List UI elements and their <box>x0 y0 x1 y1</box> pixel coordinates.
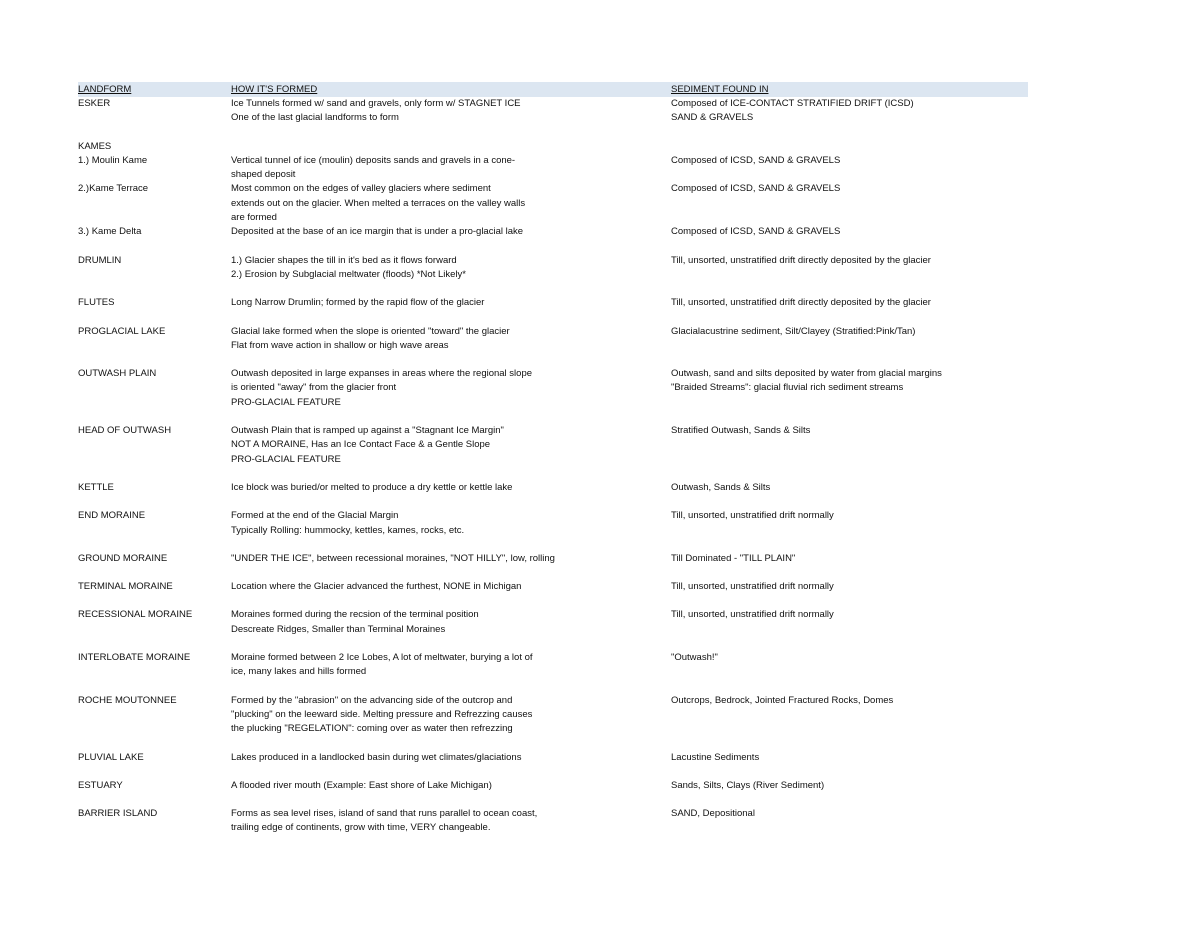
row-spacer <box>78 566 1028 580</box>
how-formed-cell: Moraine formed between 2 Ice Lobes, A lot of meltwater, burying a lot of ice, many lakes and hills formed <box>231 652 533 678</box>
landform-table <box>78 82 1028 836</box>
landform-cell: ESTUARY <box>78 779 123 791</box>
row-spacer <box>78 793 1028 807</box>
landform-cell: END MORAINE <box>78 510 146 522</box>
table-row <box>78 254 1028 283</box>
how-formed-cell: Location where the Glacier advanced the furthest, NONE in Michigan <box>231 581 522 593</box>
sediment-cell: Composed of ICSD, SAND & GRAVELS <box>671 154 841 166</box>
landform-cell: INTERLOBATE MORAINE <box>78 652 191 664</box>
table-row <box>78 424 1028 467</box>
table-row <box>78 97 1028 126</box>
sediment-cell: Till, unsorted, unstratified drift normally <box>671 510 834 522</box>
table-row <box>78 140 1028 154</box>
landform-cell: ESKER <box>78 98 111 109</box>
landform-cell: GROUND MORAINE <box>78 552 168 564</box>
table-row <box>78 481 1028 495</box>
row-spacer <box>78 467 1028 481</box>
sediment-cell: Outwash, sand and silts deposited by water from glacial margins "Braided Streams": glacial fluvial rich sediment streams <box>671 368 942 394</box>
table-row <box>78 225 1028 239</box>
how-formed-cell: A flooded river mouth (Example: East shore of Lake Michigan) <box>231 779 492 791</box>
landform-cell: OUTWASH PLAIN <box>78 368 157 380</box>
landform-cell: TERMINAL MORAINE <box>78 581 173 593</box>
sediment-cell: Composed of ICSD, SAND & GRAVELS <box>671 226 841 238</box>
sediment-cell: Composed of ICSD, SAND & GRAVELS <box>671 183 841 195</box>
sediment-cell: Composed of ICE-CONTACT STRATIFIED DRIFT (ICSD) SAND & GRAVELS <box>671 98 914 124</box>
sediment-cell: Till, unsorted, unstratified drift directly deposited by the glacier <box>671 297 931 309</box>
landform-cell: KETTLE <box>78 481 114 493</box>
landform-cell: 1.) Moulin Kame <box>78 154 148 166</box>
table-row <box>78 608 1028 637</box>
sediment-cell: Lacustine Sediments <box>671 751 760 763</box>
table-row <box>78 694 1028 737</box>
landform-cell: 3.) Kame Delta <box>78 226 142 238</box>
how-formed-cell: Moraines formed during the recsion of the terminal position Descreate Ridges, Smaller than Terminal Moraines <box>231 609 479 635</box>
row-spacer <box>78 282 1028 296</box>
row-spacer <box>78 538 1028 552</box>
landform-cell: KAMES <box>78 140 112 152</box>
how-formed-cell: Ice block was buried/or melted to produce a dry kettle or kettle lake <box>231 481 513 493</box>
table-row <box>78 182 1028 225</box>
table-row <box>78 552 1028 566</box>
table-row <box>78 154 1028 183</box>
sediment-cell: Outwash, Sands & Silts <box>671 481 771 493</box>
how-formed-cell: Deposited at the base of an ice margin that is under a pro-glacial lake <box>231 226 524 238</box>
sediment-cell: SAND, Depositional <box>671 808 755 820</box>
how-formed-cell: Vertical tunnel of ice (moulin) deposits sands and gravels in a cone- shaped deposit <box>231 154 516 181</box>
header-landform: LANDFORM <box>78 84 132 95</box>
how-formed-cell: Formed at the end of the Glacial Margin Typically Rolling: hummocky, kettles, kames, rocks, etc. <box>231 510 465 536</box>
landform-cell: HEAD OF OUTWASH <box>78 425 172 437</box>
sediment-cell: Glacialacustrine sediment, Silt/Clayey (Stratified:Pink/Tan) <box>671 325 916 337</box>
table-row <box>78 509 1028 538</box>
sediment-cell: Till, unsorted, unstratified drift normally <box>671 581 834 593</box>
landform-cell: PLUVIAL LAKE <box>78 751 144 763</box>
row-spacer <box>78 240 1028 254</box>
how-formed-cell: 1.) Glacier shapes the till in it's bed as it flows forward 2.) Erosion by Subglacial meltwater (floods) *Not Likely* <box>231 254 466 280</box>
table-row <box>78 296 1028 310</box>
table-row <box>78 367 1028 410</box>
row-spacer <box>78 353 1028 367</box>
table-row <box>78 751 1028 765</box>
landform-cell: PROGLACIAL LAKE <box>78 325 166 337</box>
sediment-cell: Till Dominated - "TILL PLAIN" <box>671 552 796 564</box>
landform-cell: RECESSIONAL MORAINE <box>78 609 193 621</box>
landform-cell: 2.)Kame Terrace <box>78 183 149 195</box>
sediment-cell: Sands, Silts, Clays (River Sediment) <box>671 779 825 791</box>
how-formed-cell: "UNDER THE ICE", between recessional moraines, "NOT HILLY", low, rolling <box>231 552 555 564</box>
row-spacer <box>78 680 1028 694</box>
landform-cell: BARRIER ISLAND <box>78 808 158 820</box>
sediment-cell: Outcrops, Bedrock, Jointed Fractured Rocks, Domes <box>671 694 894 706</box>
table-row <box>78 779 1028 793</box>
row-spacer <box>78 410 1028 424</box>
row-spacer <box>78 126 1028 140</box>
header-sediment: SEDIMENT FOUND IN <box>671 84 769 95</box>
row-spacer <box>78 637 1028 651</box>
how-formed-cell: Formed by the "abrasion" on the advancing side of the outcrop and "plucking" on the leeward side. Melting pressure and Refrezzing causes the plucking "REGELATION": coming over as water then refrezzing <box>231 694 533 735</box>
sediment-cell: Stratified Outwash, Sands & Silts <box>671 425 811 437</box>
how-formed-cell: Forms as sea level rises, island of sand that runs parallel to ocean coast, trailing edge of continents, grow with time, VERY changeable. <box>231 808 538 834</box>
sediment-cell: Till, unsorted, unstratified drift normally <box>671 609 834 621</box>
row-spacer <box>78 765 1028 779</box>
sediment-cell <box>671 140 1028 154</box>
how-formed-cell: Outwash deposited in large expanses in areas where the regional slope is oriented "away" from the glacier front PRO-GLACIAL FEATURE <box>231 368 533 408</box>
how-formed-cell: Lakes produced in a landlocked basin during wet climates/glaciations <box>231 751 522 763</box>
landform-cell: ROCHE MOUTONNEE <box>78 694 177 706</box>
how-formed-cell: Long Narrow Drumlin; formed by the rapid flow of the glacier <box>231 297 485 309</box>
table-body <box>78 97 1028 836</box>
sediment-cell: Till, unsorted, unstratified drift directly deposited by the glacier <box>671 254 931 266</box>
how-formed-cell <box>231 140 671 154</box>
table-row <box>78 651 1028 680</box>
row-spacer <box>78 737 1028 751</box>
row-spacer <box>78 594 1028 608</box>
row-spacer <box>78 311 1028 325</box>
how-formed-cell: Ice Tunnels formed w/ sand and gravels, only form w/ STAGNET ICE One of the last glacial landforms to form <box>231 98 521 124</box>
table-row <box>78 580 1028 594</box>
sediment-cell: "Outwash!" <box>671 652 718 664</box>
table-row <box>78 807 1028 836</box>
landform-cell: FLUTES <box>78 297 115 309</box>
landform-cell: DRUMLIN <box>78 254 122 266</box>
how-formed-cell: Outwash Plain that is ramped up against a "Stagnant Ice Margin" NOT A MORAINE, Has an Ice Contact Face & a Gentle Slope PRO-GLACIAL FEATURE <box>231 425 504 465</box>
how-formed-cell: Most common on the edges of valley glaciers where sediment extends out on the glacier. When melted a terraces on the valley walls are formed <box>231 183 526 224</box>
table-row <box>78 325 1028 354</box>
row-spacer <box>78 495 1028 509</box>
how-formed-cell: Glacial lake formed when the slope is oriented "toward" the glacier Flat from wave action in shallow or high wave areas <box>231 325 510 351</box>
table-header <box>78 82 1028 97</box>
header-how-formed: HOW IT'S FORMED <box>231 84 318 95</box>
